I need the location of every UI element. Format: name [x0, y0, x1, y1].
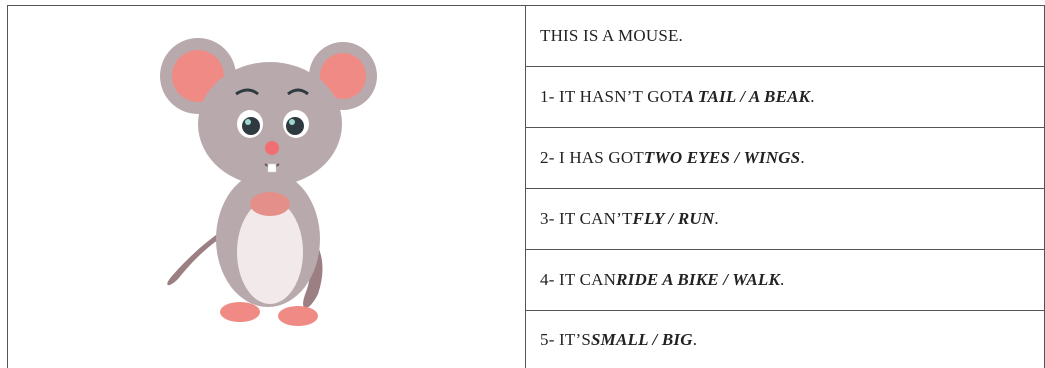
statements-column [526, 6, 1044, 368]
statement-row-4 [526, 250, 1044, 311]
statement-row-3 [526, 189, 1044, 250]
statement-options: A TAIL / A BEAK [682, 87, 811, 106]
statement-suffix: . [780, 270, 785, 289]
statement-text: 2- I HAS GOT [540, 148, 644, 167]
statement-row-1 [526, 67, 1044, 128]
mouse-nose [265, 141, 279, 155]
statement-row-2 [526, 128, 1044, 189]
statement-suffix: . [800, 148, 805, 167]
statement-text: 3- IT CAN’T [540, 209, 633, 228]
statement-text: 4- IT CAN [540, 270, 617, 289]
statement-suffix: . [692, 329, 698, 349]
statement-text: 5- IT’S [540, 329, 591, 349]
mouse-illustration [158, 24, 378, 334]
statement-row-intro [526, 6, 1044, 67]
statement-suffix: . [714, 209, 719, 228]
left-foot [220, 302, 260, 322]
statement-options: TWO EYES / WINGS [643, 148, 801, 167]
statement-options: FLY / RUN [632, 209, 715, 228]
statement-row-5 [526, 311, 1044, 368]
illustration-cell [8, 6, 526, 368]
statement-options: SMALL / BIG [590, 329, 693, 349]
statement-text: THIS IS A MOUSE. [540, 26, 684, 45]
statement-options: RIDE A BIKE / WALK [616, 270, 780, 289]
worksheet-table [7, 5, 1045, 368]
mouse-hands [250, 192, 290, 216]
right-foot [278, 306, 318, 326]
statement-text: 1- IT HASN’T GOT [540, 87, 683, 106]
statement-suffix: . [810, 87, 815, 106]
